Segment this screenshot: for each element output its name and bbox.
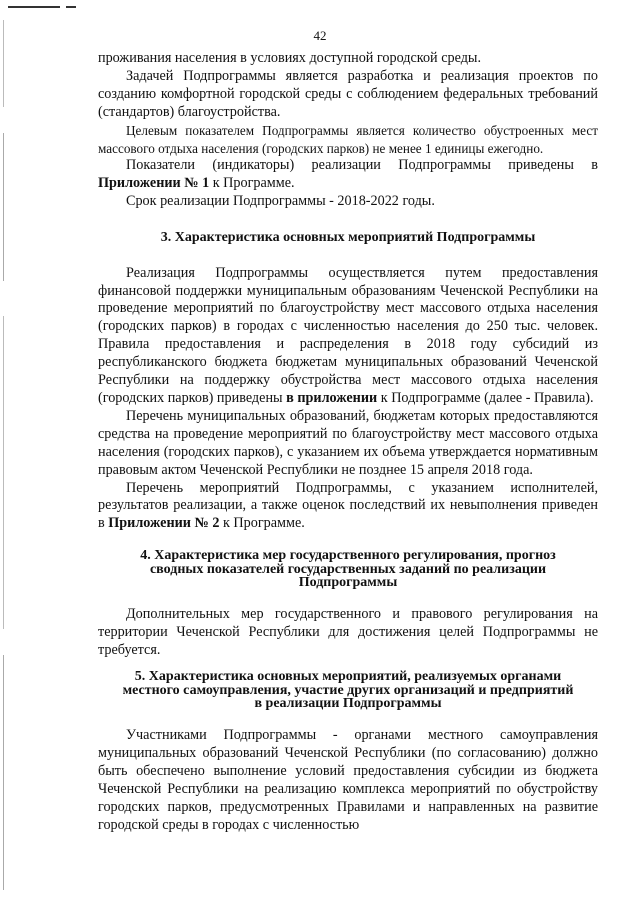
document-body bbox=[98, 50, 598, 834]
scan-edge-line bbox=[8, 6, 60, 8]
page-number: 42 bbox=[313, 28, 327, 43]
section-4-paragraph-1: Дополнительных мер государственного и правового регулирования на территории Чеченской Республики для достижения целей Подпрограммы не требуется. bbox=[98, 605, 598, 658]
scan-left-margin-mark bbox=[3, 20, 4, 890]
appendix-1-reference: Приложении № 1 bbox=[98, 175, 210, 192]
intro-paragraph-5: Срок реализации Подпрограммы - 2018-2022 годы. bbox=[126, 193, 435, 210]
section-3-p1-text: Реализация Подпрограммы осуществляется путем предоставления финансовой поддержки муниципальным образованиям Чеченской Республики на проведение мероприятий по благоустройству мест массового отдыха населения (городских парков) в городах с численностью населения до 250 тыс. человек. Правила предоставления и распределения в 2018 году субсидий из республиканского бюджета бюджетам муниципальных образований Чеченской Республики на поддержку обустройства мест массового отдыха населения (городских парков) приведены bbox=[98, 264, 598, 406]
intro-p4-suffix: к Программе. bbox=[209, 175, 295, 192]
section-4-heading-line-3: Подпрограммы bbox=[298, 575, 398, 591]
section-3-p1-suffix: к Подпрограмме (далее - Правила). bbox=[377, 390, 594, 406]
intro-p4-text: Показатели (индикаторы) реализации Подпрограммы приведены в bbox=[126, 157, 598, 174]
intro-paragraph-1: проживания населения в условиях доступной городской среды. bbox=[98, 50, 481, 66]
intro-paragraph-2: Задачей Подпрограммы является разработка и реализация проектов по созданию комфортной городской среды с соблюдением федеральных требований (стандартов) благоустройства. bbox=[98, 67, 598, 120]
section-3-heading: 3. Характеристика основных мероприятий Подпрограммы bbox=[160, 230, 536, 246]
intro-paragraph-3: Целевым показателем Подпрограммы является количество обустроенных мест массового отдыха населения (городских парков) не менее 1 единицы ежегодно. bbox=[98, 122, 598, 156]
section-3-paragraph-2: Перечень муниципальных образований, бюджетам которых предоставляются средства на проведение мероприятий по благоустройству мест массового отдыха населения (городских парков), с указанием их объема утверждается нормативным правовым актом Чеченской Республики не позднее 15 апреля 2018 года. bbox=[98, 407, 598, 478]
intro-paragraph-4 bbox=[98, 157, 598, 193]
section-5-heading-line-3: в реализации Подпрограммы bbox=[254, 696, 442, 712]
section-3-p3-suffix: к Программе. bbox=[219, 515, 305, 532]
appendix-2-reference: Приложении № 2 bbox=[108, 515, 220, 532]
section-5-heading-line-1: 5. Характеристика основных мероприятий, реализуемых органами bbox=[134, 669, 562, 685]
section-3-p3-text: Перечень мероприятий Подпрограммы, с указанием исполнителей, результатов реализации, а также оценок последствий их невыполнения приведен в bbox=[98, 479, 598, 532]
section-5-heading bbox=[98, 670, 598, 711]
section-5-heading-line-2: местного самоуправления, участие других организаций и предприятий bbox=[122, 682, 574, 698]
rules-appendix-reference: в приложении bbox=[286, 390, 378, 406]
section-5-paragraph-1: Участниками Подпрограммы - органами местного самоуправления муниципальных образований Чеченской Республики (по согласованию) должно быть обеспечено выполнение условий предоставления субсидии из бюджета Чеченской Республики на реализацию комплекса мероприятий по обустройству городских парков, предусмотренных Правилами и направленных на развитие городской среды в городах с численностью bbox=[98, 726, 598, 833]
section-4-heading-line-2: сводных показателей государственных заданий по реализации bbox=[149, 561, 547, 577]
section-4-heading bbox=[98, 549, 598, 590]
section-3-paragraph-3 bbox=[98, 480, 598, 534]
scan-edge-dash bbox=[66, 6, 76, 8]
section-3-paragraph-1 bbox=[98, 265, 598, 408]
section-4-heading-line-1: 4. Характеристика мер государственного регулирования, прогноз bbox=[140, 548, 556, 564]
